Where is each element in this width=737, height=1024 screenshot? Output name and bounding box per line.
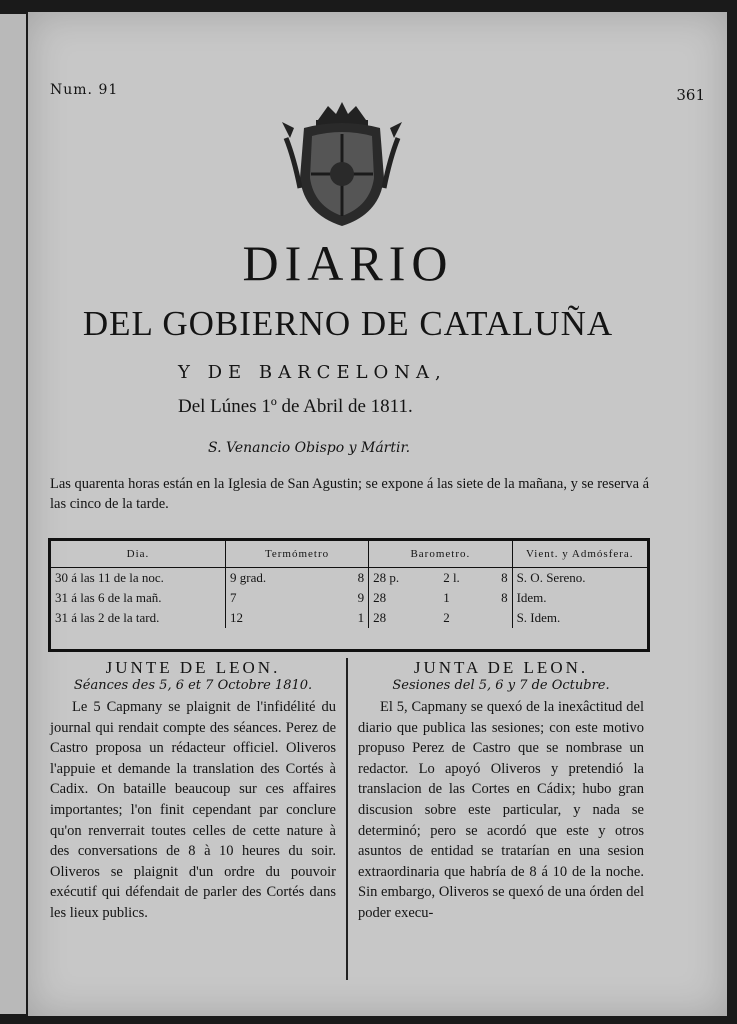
weather-table [48,538,650,652]
table-row [51,568,647,589]
header-viento: Vient. y Admósfera. [512,541,647,568]
dateline: Del Lúnes 1º de Abril de 1811. [178,396,413,417]
cell-viento: Idem. [516,590,547,605]
masthead-subtitle-2: Y DE BARCELONA, [178,362,447,383]
cell-dia: 31 á las 6 de la mañ. [51,588,226,608]
cell-baro-l: 1 [443,590,450,605]
issue-number: Num. 91 [50,82,119,98]
right-column-heading: JUNTA DE LEON. [413,658,589,677]
cell-viento: S. O. Sereno. [516,570,586,585]
newspaper-page [28,12,727,1016]
left-column-paragraph: Le 5 Capmany se plaignit de l'infidélité du journal qui rendait compte des séances. Perez de Castro proposa un rédacteur officiel. Oliveros l'appuie et demande la translation des Cortés à Cadix. On bataille beaucoup sur ces affaires importantes; l'on finit cependant par conclure qu'on renverrait toutes celles de cette nature à des conversations de 8 à 10 heures du soir. Oliveros se plaignit d'un ordre du pouvoir exécutif qui défendait de parler des Cortés dans les lieux publics. [50,699,336,921]
cell-termo-frac: 1 [344,608,369,628]
left-column [50,658,336,924]
cell-termo-frac: 9 [344,588,369,608]
cell-dia: 30 á las 11 de la noc. [51,568,226,589]
cell-baro: 28 p. [373,570,400,585]
masthead-title: DIARIO [242,235,454,291]
table-row [51,608,647,628]
masthead-subtitle: DEL GOBIERNO DE CATALUÑA [82,304,614,343]
cell-termo: 9 grad. [230,570,267,585]
cell-baro-l: 2 [443,610,450,625]
cell-baro: 28 [373,610,387,625]
cell-baro: 28 [373,590,387,605]
right-column-body [358,697,644,924]
cell-baro-frac: 8 [490,568,513,589]
column-divider [346,658,348,980]
cell-termo-frac: 8 [344,568,369,589]
cell-termo: 7 [230,590,237,605]
royal-coat-of-arms-icon [280,98,404,230]
saint-of-the-day: S. Venancio Obispo y Mártir. [208,440,411,456]
right-column-paragraph: El 5, Capmany se quexó de la inexâctitud del diario que publica las sesiones; con este motivo propuso Perez de Castro que se nombrase un redactor. Lo apoyó Oliveros y pretendió la translacion de las Cortes en Cádix; hubo gran discusion sobre este particular, y nada se determinó; pero se acordó que este y otros asuntos de entidad se tratarían en una sesion extraordinaria que habría de 8 á 10 de la noche. Sin embargo, Oliveros se quexó de una órden del poder execu- [358,699,644,921]
page-number: 361 [676,86,705,104]
right-column-subheading: Sesiones del 5, 6 y 7 de Octubre. [392,678,610,693]
cell-baro-frac [490,608,513,628]
cell-dia: 31 á las 2 de la tard. [51,608,226,628]
cell-viento: S. Idem. [516,610,561,625]
right-column [358,658,644,924]
left-column-body [50,697,336,924]
header-barometro: Barometro. [369,541,512,568]
header-termometro: Termómetro [226,541,369,568]
left-column-heading: JUNTE DE LEON. [105,658,281,677]
cell-baro-l: 2 l. [443,570,460,585]
header-dia: Dia. [51,541,226,568]
table-row [51,588,647,608]
notice-text: Las quarenta horas están en la Iglesia de San Agustin; se expone á las siete de la mañana, y se reserva á las cinco de la tarde. [50,476,650,512]
cell-baro-frac: 8 [490,588,513,608]
cell-termo: 12 [230,610,243,625]
left-column-subheading: Séances des 5, 6 et 7 Octobre 1810. [73,678,313,693]
adjacent-page-edge [0,14,26,1014]
